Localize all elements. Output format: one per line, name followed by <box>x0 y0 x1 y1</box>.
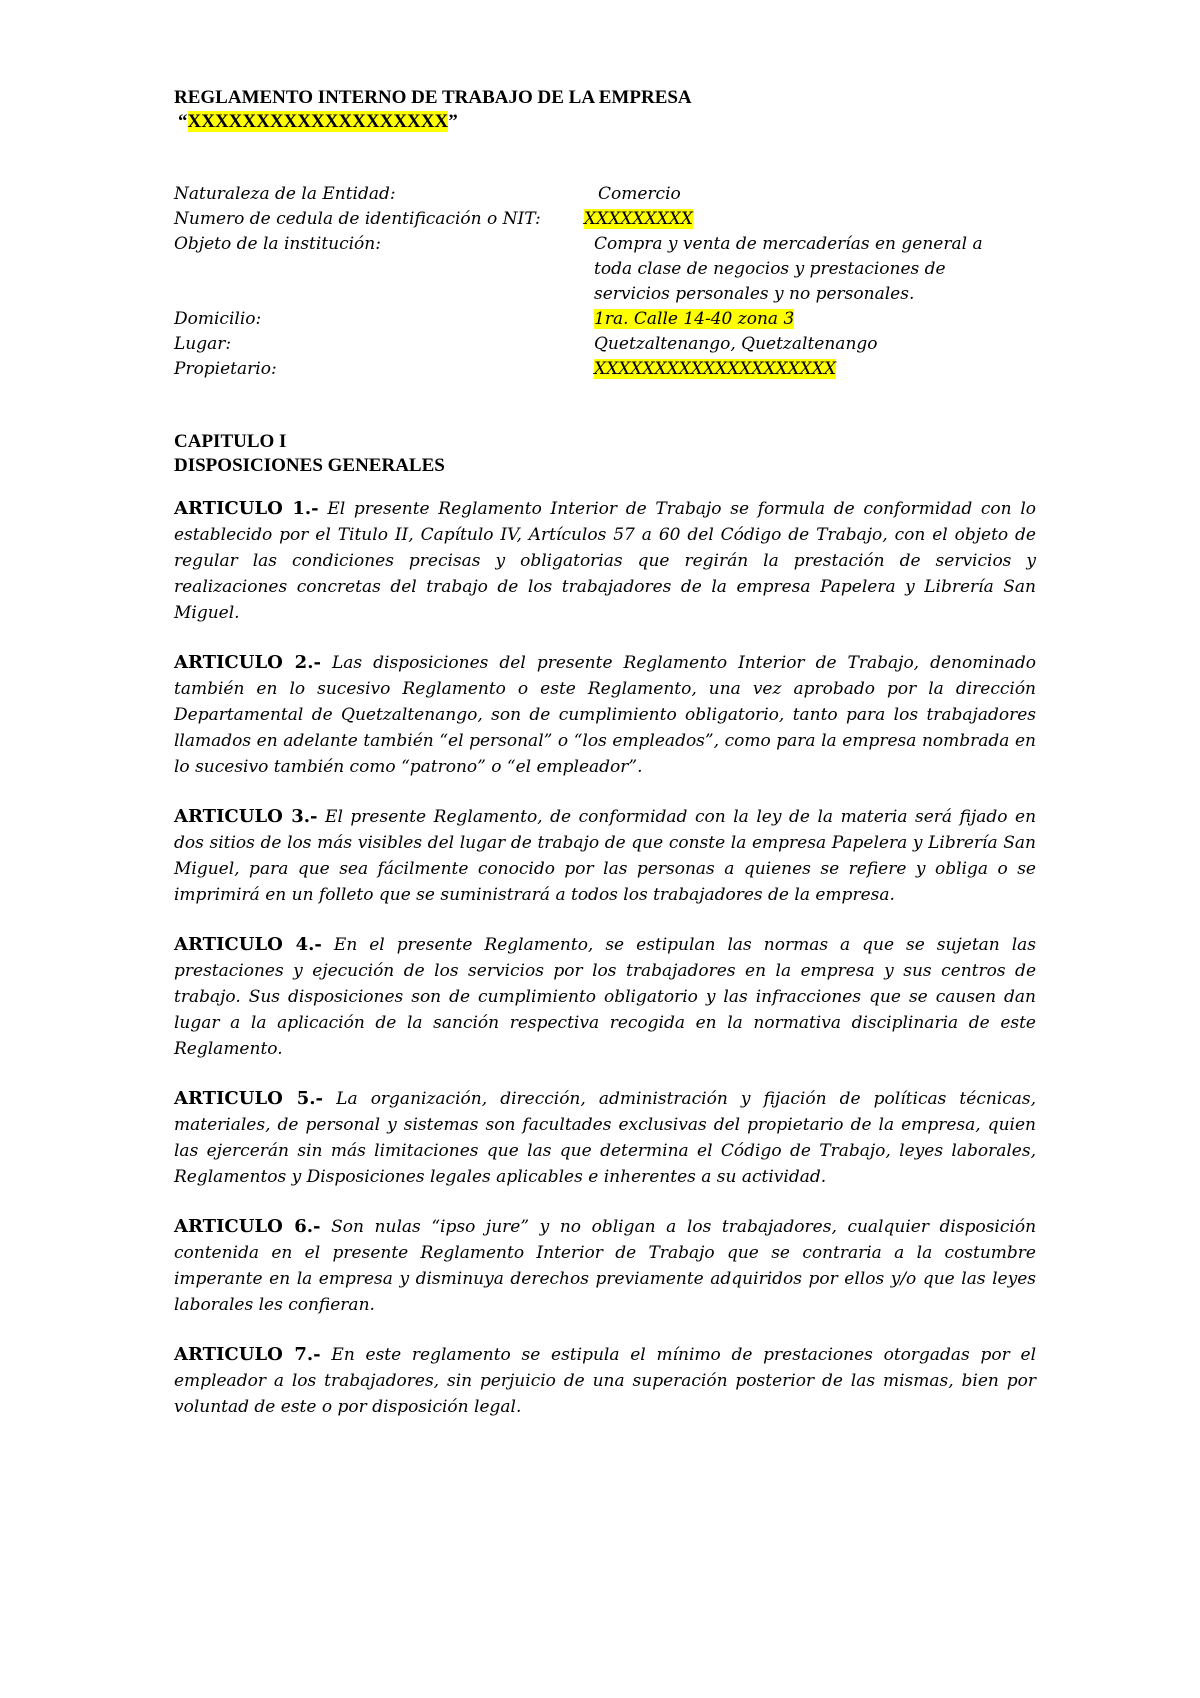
entity-info <box>174 182 1036 382</box>
article-number: ARTICULO 3.- <box>174 806 318 827</box>
info-row-domicilio <box>174 307 1036 332</box>
title-text: REGLAMENTO INTERNO DE TRABAJO DE LA EMPRESA <box>174 87 692 108</box>
info-label: Naturaleza de la Entidad: <box>174 184 396 204</box>
company-name-placeholder: XXXXXXXXXXXXXXXXXXX <box>187 111 449 132</box>
article-text: En el presente Reglamento, se estipulan las normas a que se sujetan las prestaciones y ejecución de los servicios por los trabajadores en la empresa y sus centros de trabajo. Sus disposiciones son de cumplimiento obligatorio y las infracciones que se causen dan lugar a la aplicación de la sanción respectiva recogida en la normativa disciplinaria de este Reglamento. <box>174 935 1037 1059</box>
article-6 <box>174 1214 1036 1318</box>
company-line <box>174 110 1036 134</box>
info-row-naturaleza <box>174 182 1036 207</box>
article-text: Son nulas “ipso jure” y no obligan a los trabajadores, cualquier disposición contenida en el presente Reglamento Interior de Trabajo que se contraria a la costumbre imperante en la empresa y disminuya derechos previamente adquiridos por ellos y/o que las leyes laborales les confieran. <box>174 1217 1037 1315</box>
article-text: Las disposiciones del presente Reglamento Interior de Trabajo, denominado también en lo sucesivo Reglamento o este Reglamento, una vez aprobado por la dirección Departamental de Quetzaltenango, son de cumplimiento obligatorio, tanto para los trabajadores llamados en adelante también “el personal” o “los empleados”, como para la empresa nombrada en lo sucesivo también como “patrono” o “el empleador”. <box>174 653 1036 777</box>
info-label: Lugar: <box>174 334 232 354</box>
info-row-lugar <box>174 332 1036 357</box>
domicilio-highlight: 1ra. Calle 14-40 zona 3 <box>594 309 795 329</box>
article-text: El presente Reglamento Interior de Trabajo se formula de conformidad con lo establecido por el Titulo II, Capítulo IV, Artículos 57 a 60 del Código de Trabajo, con el objeto de regular las condiciones precisas y obligatorias que regirán la prestación de servicios y realizaciones concretas del trabajo de los trabajadores de la empresa Papelera y Librería San Miguel. <box>174 499 1036 623</box>
article-number: ARTICULO 5.- <box>174 1088 324 1109</box>
article-7 <box>174 1342 1036 1420</box>
company-close-quote: ” <box>448 111 458 132</box>
article-text: En este reglamento se estipula el mínimo de prestaciones otorgadas por el empleador a los trabajadores, sin perjuicio de una superación posterior de las mismas, bien por voluntad de este o por disposición legal. <box>174 1345 1037 1417</box>
info-value <box>594 357 1036 382</box>
article-number: ARTICULO 4.- <box>174 934 322 955</box>
info-value: Comercio <box>598 184 681 204</box>
info-value: Compra y venta de mercaderías en general a toda clase de negocios y prestaciones de servicios personales y no personales. <box>594 234 983 304</box>
article-2 <box>174 650 1036 780</box>
nit-placeholder: XXXXXXXXX <box>584 209 693 229</box>
info-row-propietario <box>174 357 1036 382</box>
info-value <box>584 207 1036 232</box>
article-5 <box>174 1086 1036 1190</box>
info-label: Numero de cedula de identificación o NIT: <box>174 209 541 229</box>
info-row-nit <box>174 207 1036 232</box>
info-label: Propietario: <box>174 359 277 379</box>
article-text: La organización, dirección, administración y fijación de políticas técnicas, materiales, de personal y sistemas son facultades exclusivas del propietario de la empresa, quien las ejercerán sin más limitaciones que las que determina el Código de Trabajo, leyes laborales, Reglamentos y Disposiciones legales aplicables e inherentes a su actividad. <box>174 1089 1037 1187</box>
info-row-objeto <box>174 232 1036 307</box>
article-text: El presente Reglamento, de conformidad con la ley de la materia será fijado en dos sitios de los más visibles del lugar de trabajo de que conste la empresa Papelera y Librería San Miguel, para que sea fácilmente conocido por las personas a quienes se refiere y obliga o se imprimirá en un folleto que se suministrará a todos los trabajadores de la empresa. <box>174 807 1037 905</box>
article-number: ARTICULO 2.- <box>174 652 321 673</box>
company-open-quote: “ <box>178 111 188 132</box>
article-number: ARTICULO 6.- <box>174 1216 321 1237</box>
chapter-title: DISPOSICIONES GENERALES <box>174 455 445 476</box>
info-label: Objeto de la institución: <box>174 234 381 254</box>
document-title <box>174 86 1036 110</box>
info-label: Domicilio: <box>174 309 262 329</box>
owner-placeholder: XXXXXXXXXXXXXXXXXXXX <box>594 359 837 379</box>
info-value: Quetzaltenango, Quetzaltenango <box>594 334 878 354</box>
article-number: ARTICULO 7.- <box>174 1344 321 1365</box>
article-1 <box>174 496 1036 626</box>
article-3 <box>174 804 1036 908</box>
article-4 <box>174 932 1036 1062</box>
chapter-heading <box>174 430 1036 478</box>
article-number: ARTICULO 1.- <box>174 498 319 519</box>
chapter-number: CAPITULO I <box>174 431 287 452</box>
info-value <box>594 307 1036 332</box>
